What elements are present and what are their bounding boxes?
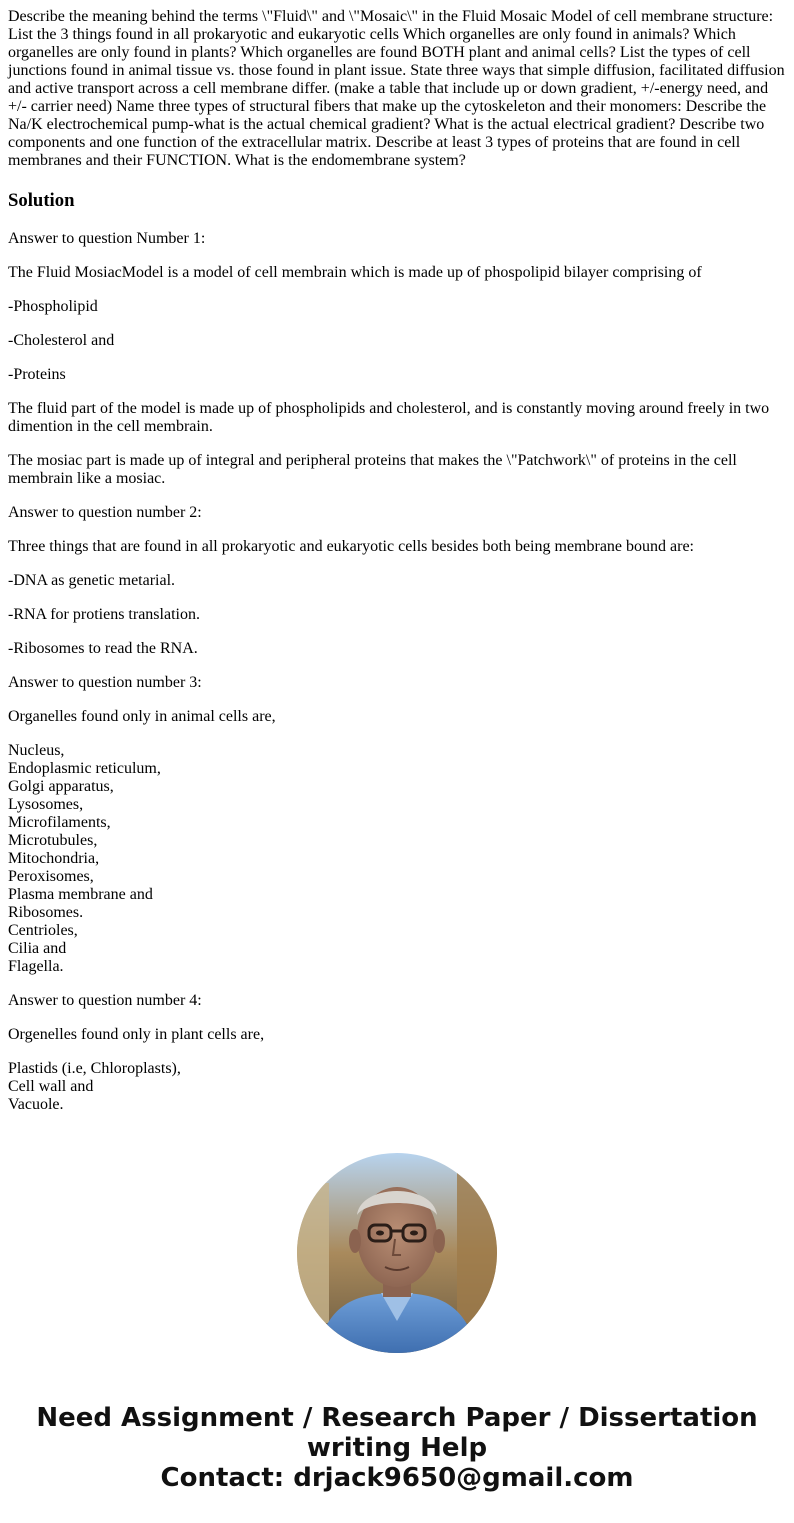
list-item: Cell wall and: [8, 1078, 94, 1095]
answer-2-item: -Ribosomes to read the RNA.: [8, 640, 198, 657]
list-item: Centrioles,: [8, 922, 78, 939]
list-item: Plastids (i.e, Chloroplasts),: [8, 1060, 181, 1077]
list-item: Endoplasmic reticulum,: [8, 760, 161, 777]
answer-1-item: -Proteins: [8, 366, 66, 383]
list-item: Golgi apparatus,: [8, 778, 114, 795]
answer-2-item: -RNA for protiens translation.: [8, 606, 200, 623]
answer-1-item: -Cholesterol and: [8, 332, 115, 349]
answer-3-title: Answer to question number 3:: [8, 674, 202, 691]
answer-1-item: -Phospholipid: [8, 298, 98, 315]
answer-1-fluid-text: The fluid part of the model is made up of phospholipids and cholesterol, and is constantly moving around freely in two dimention in the cell membrain.: [8, 400, 770, 435]
help-banner: [0, 1403, 794, 1493]
list-item: Microfilaments,: [8, 814, 111, 831]
list-item: Flagella.: [8, 958, 64, 975]
list-item: Cilia and: [8, 940, 67, 957]
answer-1-mosaic-text: The mosiac part is made up of integral and peripheral proteins that makes the \"Patchwork\" of proteins in the cell membrain like a mosiac.: [8, 452, 737, 487]
answer-1-title: Answer to question Number 1:: [8, 230, 206, 247]
answer-1-intro: The Fluid MosiacModel is a model of cell membrain which is made up of phospolipid bilayer comprising of: [8, 264, 702, 281]
banner-line: writing Help: [306, 1433, 488, 1463]
answer-2-item: -DNA as genetic metarial.: [8, 572, 176, 589]
animal-organelle-list: [8, 742, 786, 976]
solution-heading: Solution: [8, 190, 75, 211]
avatar-portrait-image: [297, 1153, 497, 1353]
list-item: Vacuole.: [8, 1096, 64, 1113]
question-text: Describe the meaning behind the terms \"Fluid\" and \"Mosaic\" in the Fluid Mosaic Model of cell membrane structure: List the 3 things found in all prokaryotic and eukaryotic cells Which organelles are only found in animals? Which organelles are only found in plants? Which organelles are found BOTH plant and animal cells? List the types of cell junctions found in animal tissue vs. those found in plant issue. State three ways that simple diffusion, facilitated diffusion and active transport across a cell membrane differ. (make a table that include up or down gradient, +/-energy need, and +/- carrier need) Name three types of structural fibers that make up the cytoskeleton and their monomers: Describe the Na/K electrochemical pump-what is the actual chemical gradient? What is the actual electrical gradient? Describe two components and one function of the extracellular matrix. Describe at least 3 types of proteins that are found in cell membranes and their FUNCTION. What is the endomembrane system?: [8, 8, 785, 169]
author-avatar: [297, 1153, 497, 1353]
list-item: Plasma membrane and: [8, 886, 153, 903]
list-item: Nucleus,: [8, 742, 65, 759]
contact-email: Contact: drjack9650@gmail.com: [160, 1463, 634, 1493]
list-item: Peroxisomes,: [8, 868, 94, 885]
answer-2-title: Answer to question number 2:: [8, 504, 202, 521]
answer-4-intro: Orgenelles found only in plant cells are,: [8, 1026, 265, 1043]
list-item: Microtubules,: [8, 832, 98, 849]
list-item: Mitochondria,: [8, 850, 100, 867]
banner-line: Need Assignment / Research Paper / Dissertation: [36, 1403, 758, 1433]
list-item: Ribosomes.: [8, 904, 84, 921]
answer-4-title: Answer to question number 4:: [8, 992, 202, 1009]
answer-2-intro: Three things that are found in all prokaryotic and eukaryotic cells besides both being membrane bound are:: [8, 538, 694, 555]
answer-3-intro: Organelles found only in animal cells are,: [8, 708, 276, 725]
plant-organelle-list: [8, 1060, 786, 1114]
list-item: Lysosomes,: [8, 796, 84, 813]
